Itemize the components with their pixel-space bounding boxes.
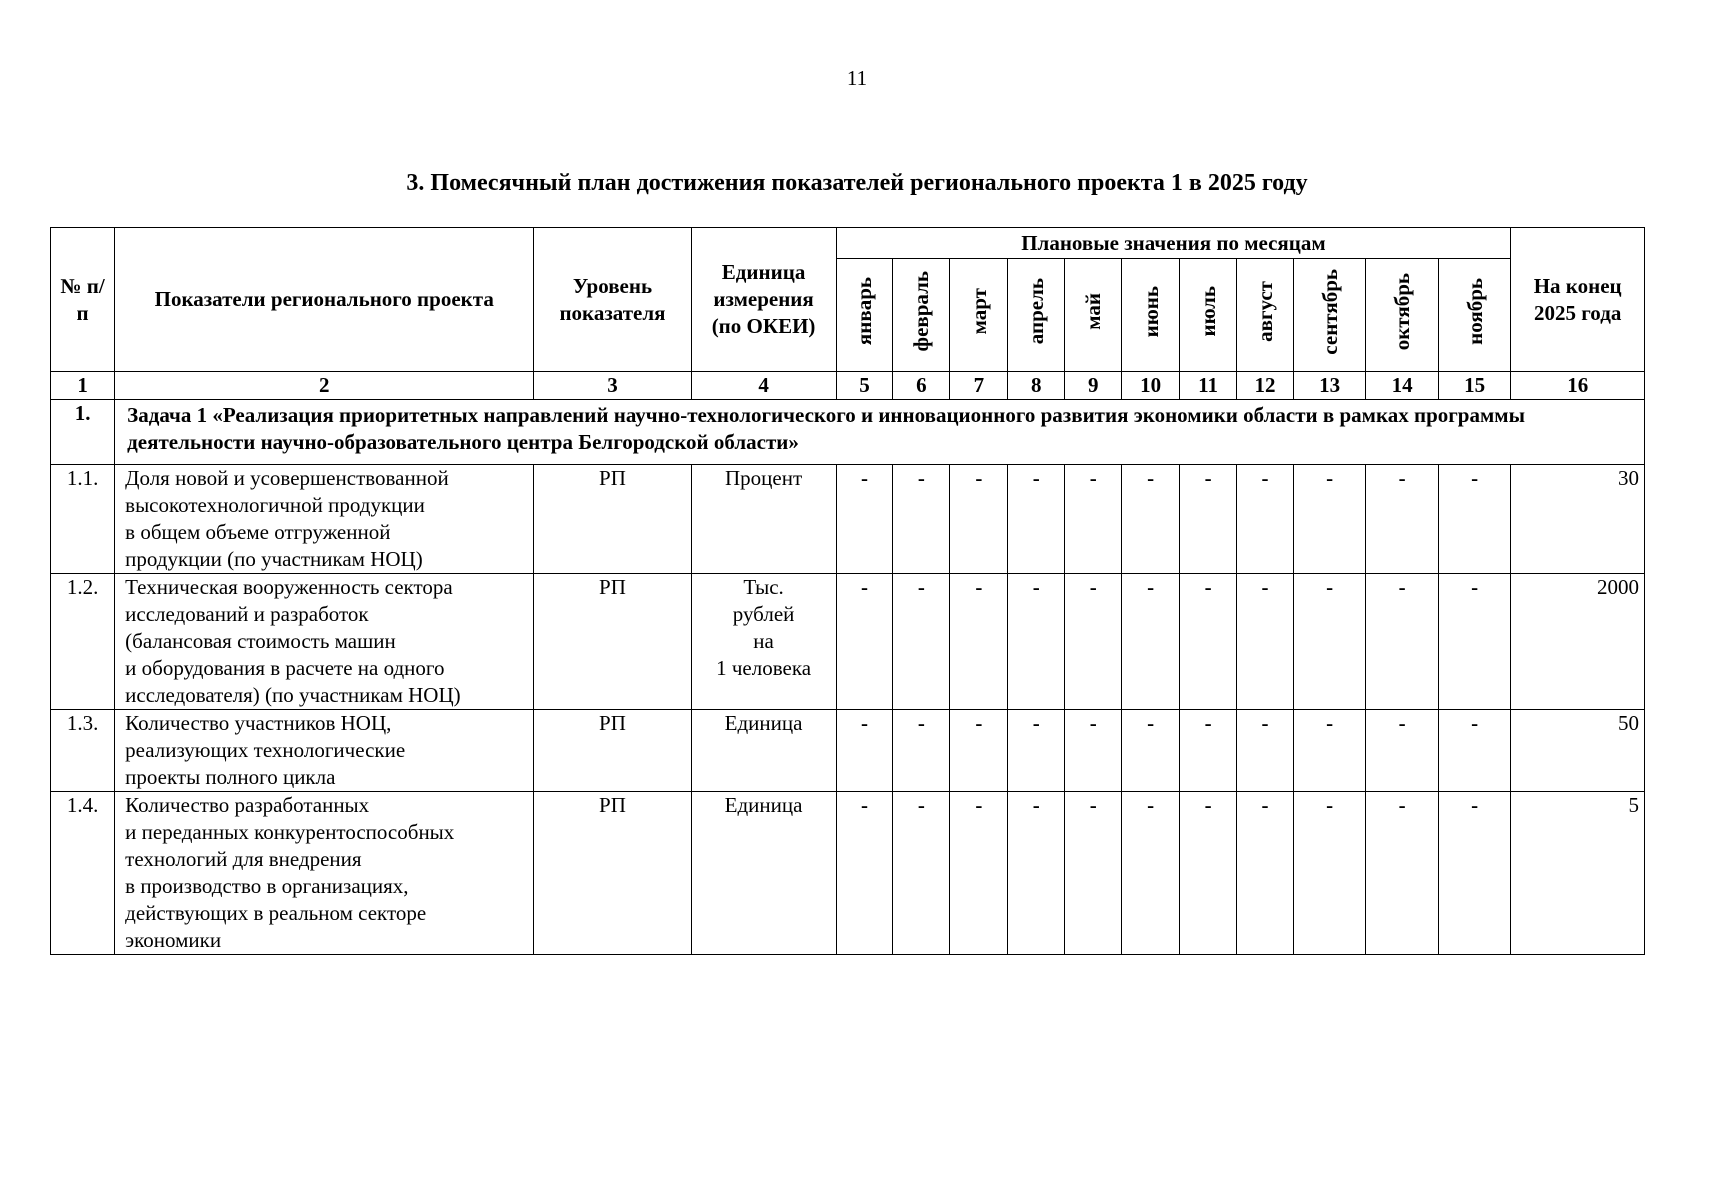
- column-number: 2: [115, 372, 534, 400]
- task-number: 1.: [51, 400, 115, 465]
- header-unit: Единица измерения (по ОКЕИ): [691, 228, 836, 372]
- column-number: 11: [1180, 372, 1237, 400]
- month-value: -: [1366, 710, 1438, 792]
- month-value: -: [1180, 465, 1237, 574]
- month-header-cell: [1438, 259, 1511, 372]
- column-number: 7: [950, 372, 1008, 400]
- indicator-name-line: высокотехнологичной продукции: [125, 493, 425, 517]
- indicator-name-line: исследований и разработок: [125, 602, 369, 626]
- month-value: -: [1122, 574, 1180, 710]
- month-header-cell: [1293, 259, 1365, 372]
- month-value: -: [893, 792, 950, 955]
- column-number: 8: [1008, 372, 1065, 400]
- indicator-name-line: (балансовая стоимость машин: [125, 629, 396, 653]
- month-value: -: [1008, 574, 1065, 710]
- month-header-label: январь: [852, 277, 877, 346]
- month-header-label: апрель: [1024, 278, 1049, 345]
- column-number: 1: [51, 372, 115, 400]
- indicator-name-line: проекты полного цикла: [125, 765, 336, 789]
- month-value: -: [1180, 792, 1237, 955]
- indicator-unit: [691, 792, 836, 955]
- indicator-name: [115, 792, 534, 955]
- month-header-label: октябрь: [1390, 272, 1415, 351]
- table-row: [51, 792, 1645, 955]
- indicator-level: РП: [534, 710, 691, 792]
- month-value: -: [1366, 465, 1438, 574]
- month-header-label: август: [1252, 281, 1277, 342]
- end-of-year-value: 50: [1511, 710, 1645, 792]
- month-value: -: [1293, 710, 1365, 792]
- month-header-cell: [950, 259, 1008, 372]
- end-of-year-value: 5: [1511, 792, 1645, 955]
- month-value: -: [893, 465, 950, 574]
- month-value: -: [1293, 792, 1365, 955]
- indicator-name-line: в общем объеме отгруженной: [125, 520, 391, 544]
- task-row: [51, 400, 1645, 465]
- row-number: 1.3.: [51, 710, 115, 792]
- column-number: 10: [1122, 372, 1180, 400]
- month-header-cell: [1366, 259, 1438, 372]
- month-header-label: июнь: [1138, 285, 1163, 338]
- month-value: -: [950, 465, 1008, 574]
- column-number: 3: [534, 372, 691, 400]
- column-number: 4: [691, 372, 836, 400]
- end-of-year-value: 30: [1511, 465, 1645, 574]
- indicator-name-line: экономики: [125, 928, 222, 952]
- indicator-unit-line: 1 человека: [716, 656, 812, 680]
- indicator-name: [115, 710, 534, 792]
- month-value: -: [836, 465, 893, 574]
- month-value: -: [1122, 792, 1180, 955]
- month-value: -: [1180, 574, 1237, 710]
- month-value: -: [893, 710, 950, 792]
- month-value: -: [1438, 792, 1511, 955]
- table-row: [51, 710, 1645, 792]
- column-number: 15: [1438, 372, 1511, 400]
- month-value: -: [1008, 465, 1065, 574]
- indicator-name-line: реализующих технологические: [125, 738, 406, 762]
- month-value: -: [836, 574, 893, 710]
- month-value: -: [1065, 465, 1122, 574]
- month-value: -: [1008, 710, 1065, 792]
- month-value: -: [1180, 710, 1237, 792]
- indicator-name-line: Техническая вооруженность сектора: [125, 575, 453, 599]
- indicator-plan-table: [50, 227, 1645, 955]
- column-number: 6: [893, 372, 950, 400]
- indicator-name-line: исследователя) (по участникам НОЦ): [125, 683, 461, 707]
- column-number: 9: [1065, 372, 1122, 400]
- month-value: -: [1438, 574, 1511, 710]
- indicator-name-line: технологий для внедрения: [125, 847, 362, 871]
- month-value: -: [1065, 792, 1122, 955]
- month-value: -: [1122, 465, 1180, 574]
- row-number: 1.1.: [51, 465, 115, 574]
- month-header-cell: [1237, 259, 1294, 372]
- indicator-unit: [691, 710, 836, 792]
- document-title: 3. Помесячный план достижения показателей регионального проекта 1 в 2025 году: [406, 170, 1308, 196]
- month-header-cell: [1122, 259, 1180, 372]
- month-header-cell: [1180, 259, 1237, 372]
- task-description: Задача 1 «Реализация приоритетных направлений научно-технологического и инновационного развития экономики области в рамках программы деятельности научно-образовательного центра Белгородской области»: [115, 400, 1645, 465]
- month-value: -: [1008, 792, 1065, 955]
- month-header-cell: [893, 259, 950, 372]
- month-value: -: [1438, 465, 1511, 574]
- month-header-label: март: [966, 288, 991, 335]
- month-value: -: [1237, 792, 1294, 955]
- indicator-name-line: и переданных конкурентоспособных: [125, 820, 455, 844]
- month-header-label: июль: [1196, 286, 1221, 337]
- header-level: Уровень показателя: [534, 228, 691, 372]
- header-planned-values: Плановые значения по месяцам: [836, 228, 1511, 259]
- column-number-row: [51, 372, 1645, 400]
- indicator-unit-line: Тыс.: [743, 575, 784, 599]
- column-number: 16: [1511, 372, 1645, 400]
- indicator-level: РП: [534, 574, 691, 710]
- month-value: -: [1065, 574, 1122, 710]
- month-value: -: [1237, 574, 1294, 710]
- header-indicator: Показатели регионального проекта: [115, 228, 534, 372]
- indicator-unit-line: Процент: [725, 466, 803, 490]
- indicator-unit: [691, 574, 836, 710]
- row-number: 1.4.: [51, 792, 115, 955]
- month-value: -: [1438, 710, 1511, 792]
- month-value: -: [1065, 710, 1122, 792]
- column-number: 13: [1293, 372, 1365, 400]
- indicator-name: [115, 465, 534, 574]
- indicator-name-line: продукции (по участникам НОЦ): [125, 547, 423, 571]
- header-end-of-year: На конец 2025 года: [1511, 228, 1645, 372]
- month-value: -: [1293, 574, 1365, 710]
- month-value: -: [1293, 465, 1365, 574]
- month-header-label: февраль: [909, 271, 934, 352]
- indicator-unit-line: рублей: [732, 602, 795, 626]
- indicator-unit-line: Единица: [724, 711, 803, 735]
- month-value: -: [1122, 710, 1180, 792]
- indicator-name-line: действующих в реальном секторе: [125, 901, 427, 925]
- column-number: 12: [1237, 372, 1294, 400]
- row-number: 1.2.: [51, 574, 115, 710]
- indicator-name-line: Количество разработанных: [125, 793, 370, 817]
- month-header-label: сентябрь: [1317, 268, 1342, 355]
- month-value: -: [836, 710, 893, 792]
- month-value: -: [1366, 792, 1438, 955]
- indicator-unit-line: Единица: [724, 793, 803, 817]
- header-number: № п/п: [51, 228, 115, 372]
- month-header-cell: [836, 259, 893, 372]
- month-header-cell: [1065, 259, 1122, 372]
- indicator-level: РП: [534, 465, 691, 574]
- indicator-unit: [691, 465, 836, 574]
- table-row: [51, 465, 1645, 574]
- month-value: -: [893, 574, 950, 710]
- indicator-unit-line: на: [753, 629, 774, 653]
- month-value: -: [950, 792, 1008, 955]
- end-of-year-value: 2000: [1511, 574, 1645, 710]
- indicator-name-line: Доля новой и усовершенствованной: [125, 466, 449, 490]
- table-row: [51, 574, 1645, 710]
- indicator-name-line: Количество участников НОЦ,: [125, 711, 392, 735]
- month-header-label: май: [1081, 293, 1106, 330]
- month-header-cell: [1008, 259, 1065, 372]
- indicator-name: [115, 574, 534, 710]
- indicator-name-line: и оборудования в расчете на одного: [125, 656, 445, 680]
- column-number: 5: [836, 372, 893, 400]
- month-value: -: [950, 710, 1008, 792]
- month-value: -: [1366, 574, 1438, 710]
- month-value: -: [1237, 710, 1294, 792]
- column-number: 14: [1366, 372, 1438, 400]
- month-value: -: [1237, 465, 1294, 574]
- month-value: -: [950, 574, 1008, 710]
- indicator-name-line: в производство в организациях,: [125, 874, 409, 898]
- indicator-level: РП: [534, 792, 691, 955]
- page-number: 11: [846, 66, 868, 90]
- month-value: -: [836, 792, 893, 955]
- month-header-label: ноябрь: [1462, 278, 1487, 345]
